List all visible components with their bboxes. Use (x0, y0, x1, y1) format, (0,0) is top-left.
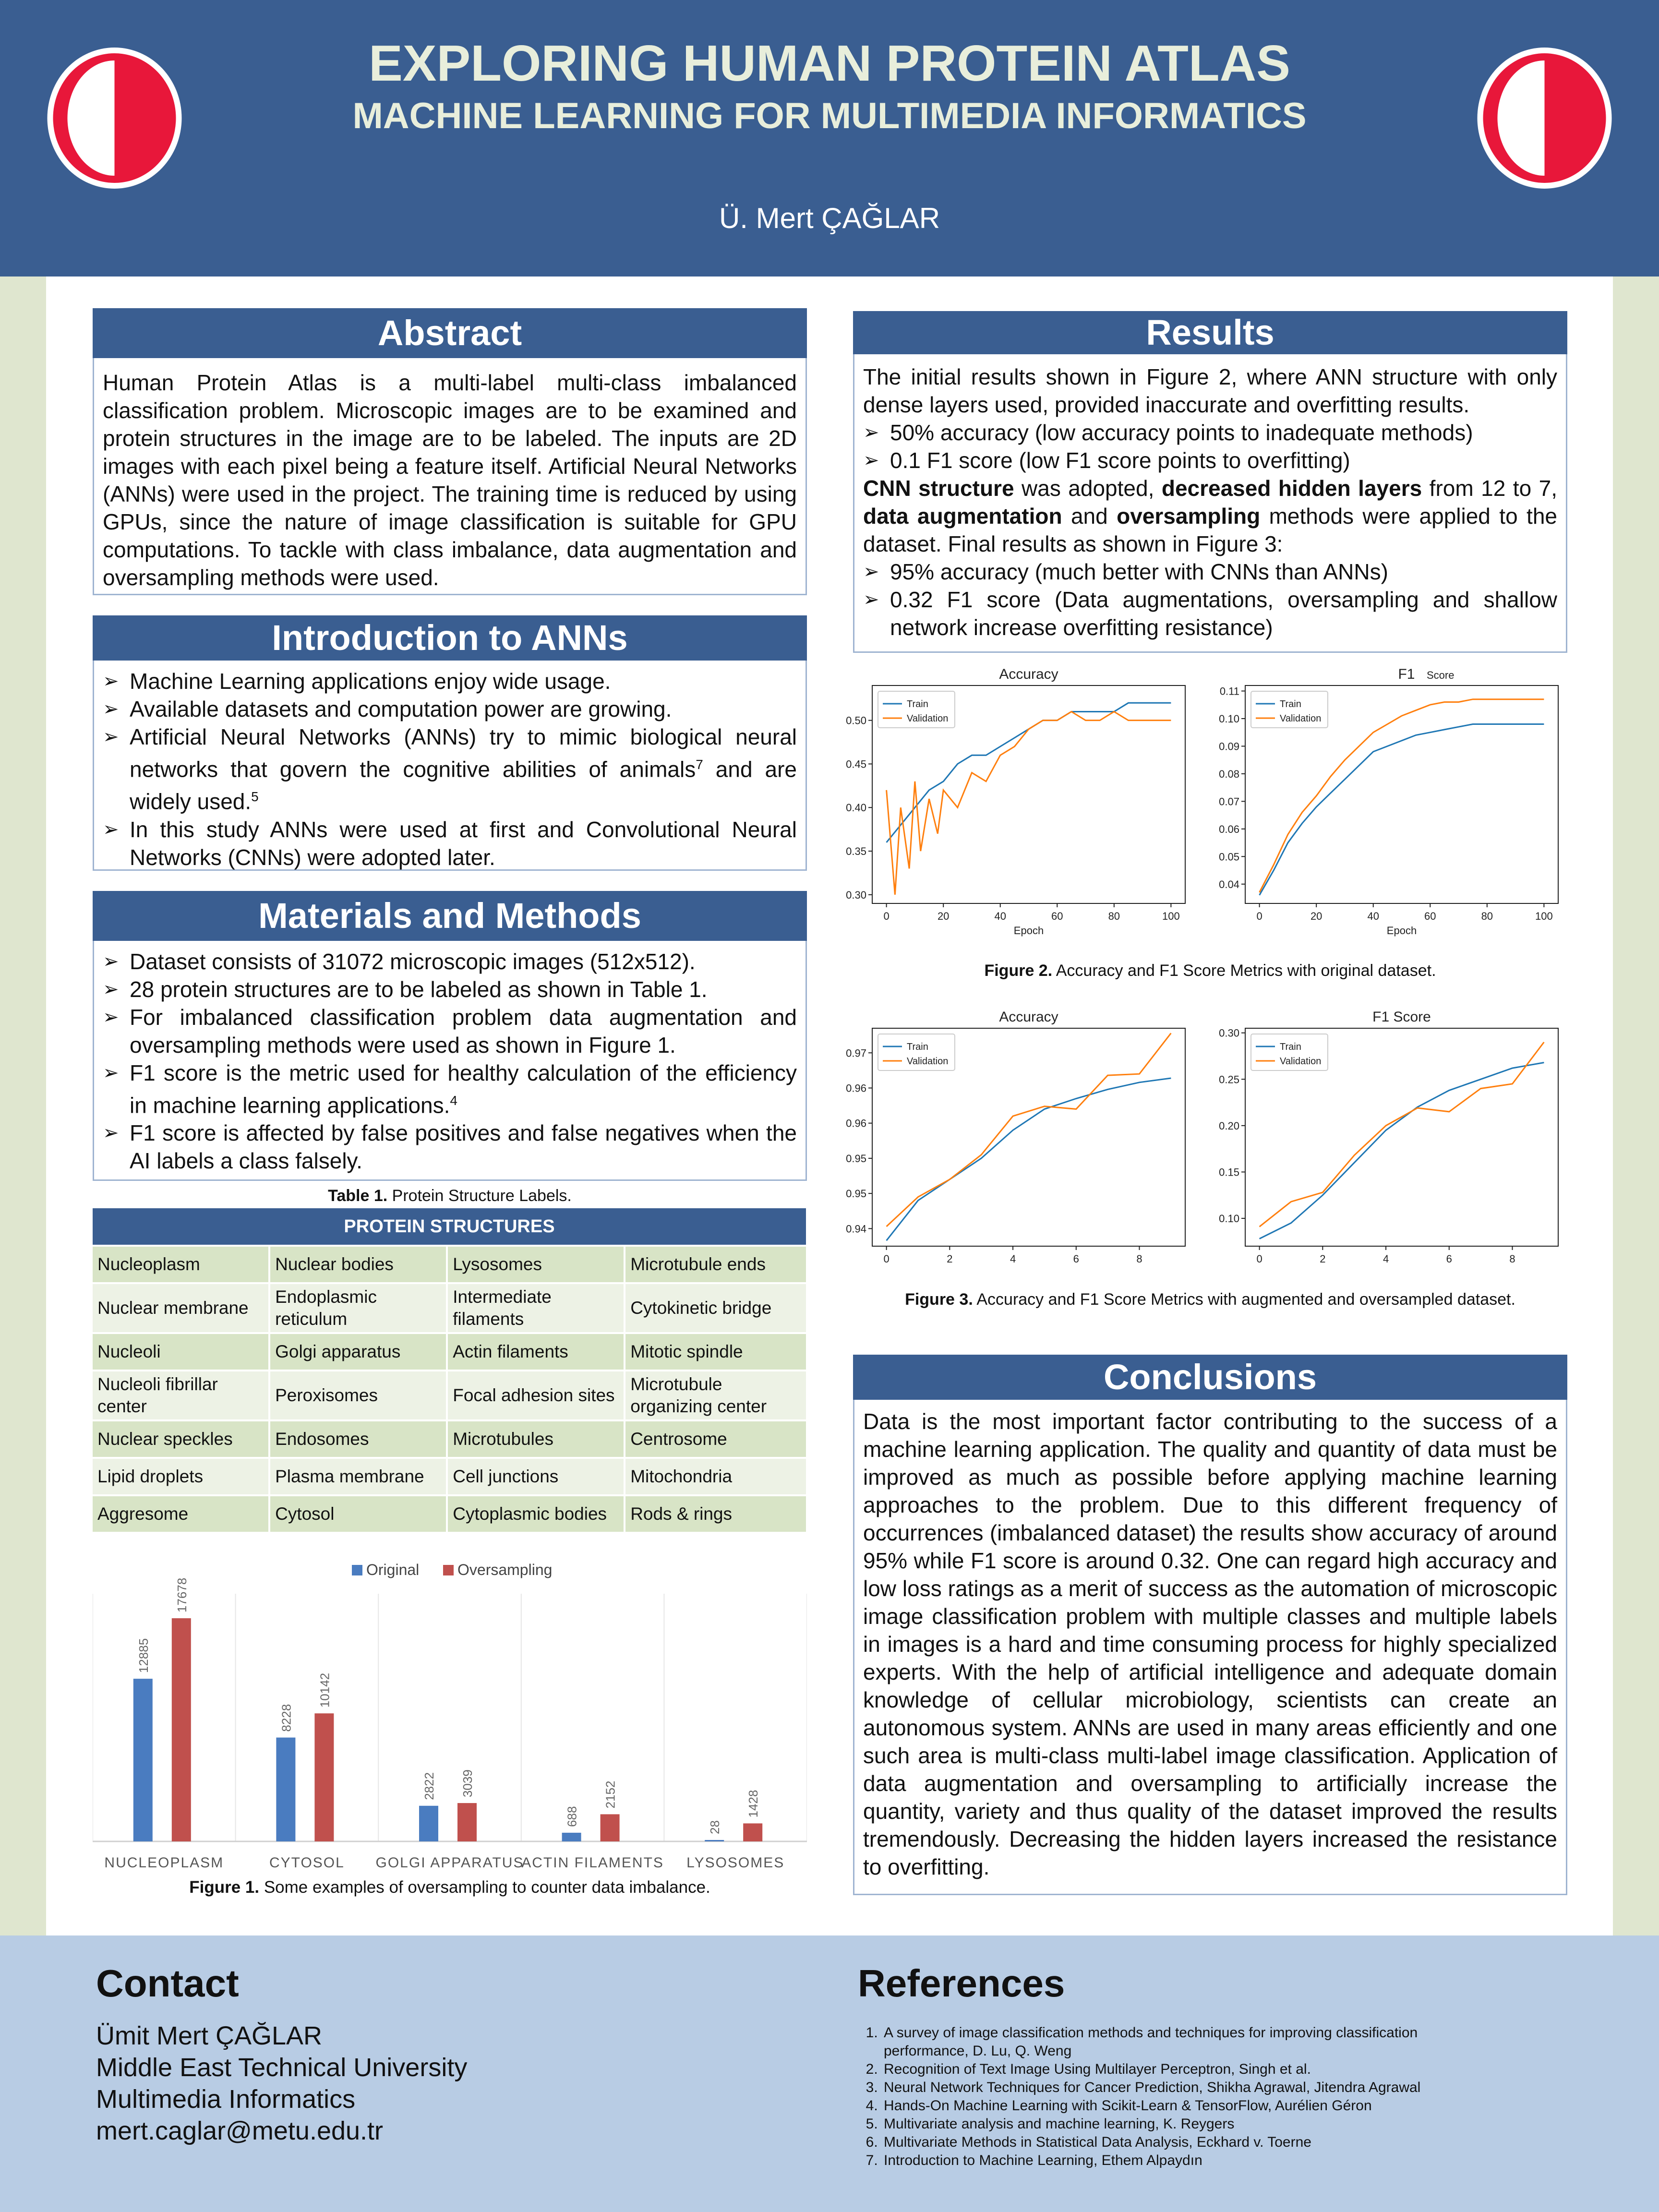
chart-title: F1 (1398, 666, 1415, 682)
intro-item: ➢ Artificial Neural Networks (ANNs) try to mimic biological neural networks that govern the cognitive abilities of animals$^7$ and are widely used.$^5$ (103, 723, 797, 816)
y-tick-label: 0.25 (1219, 1073, 1239, 1086)
poster-title: EXPLORING HUMAN PROTEIN ATLAS (369, 35, 1290, 92)
category-label: NUCLEOPLASM (104, 1855, 224, 1871)
data-label: 688 (565, 1806, 579, 1827)
bar (133, 1679, 153, 1841)
x-tick-label: 2 (1320, 1253, 1326, 1265)
legend-label: Train (1280, 1042, 1301, 1052)
category-label: GOLGI APPARATUS (375, 1855, 524, 1871)
data-label: 17678 (174, 1577, 189, 1613)
x-tick-label: 0 (883, 1253, 890, 1265)
results-p1: The initial results shown in Figure 2, where ANN structure with only dense layers used, provided inaccurate and overfitting results. (863, 364, 1557, 417)
conclusions-heading: Conclusions (853, 1355, 1567, 1400)
table-cell: Microtubules (448, 1421, 624, 1457)
bar (314, 1713, 334, 1841)
intro-item: ➢ Machine Learning applications enjoy wide usage. (103, 667, 797, 695)
y-tick-label: 0.05 (1219, 851, 1239, 863)
fig2-caption: Figure 2. Accuracy and F1 Score Metrics with original dataset. (984, 962, 1436, 980)
reference-item: 2. Recognition of Text Image Using Multilayer Perceptron, Singh et al. (882, 2060, 1482, 2079)
table-cell: Endoplasmic reticulum (270, 1284, 446, 1332)
intro-section (93, 615, 807, 871)
legend-label: Oversampling (457, 1561, 553, 1578)
fig2-accuracy-chart (833, 658, 1198, 955)
x-tick-label: 4 (1382, 1253, 1389, 1265)
fig2-f1-chart (1206, 658, 1571, 955)
table-cell: Cytoplasmic bodies (448, 1496, 624, 1532)
y-tick-label: 0.06 (1219, 823, 1239, 835)
data-label: 10142 (317, 1672, 332, 1708)
table-cell: Mitochondria (625, 1459, 806, 1494)
results-bullet: ➢ 50% accuracy (low accuracy points to inadequate methods) (863, 419, 1557, 446)
series-line (887, 1078, 1171, 1240)
legend-swatch (352, 1565, 362, 1575)
table-cell: Cytokinetic bridge (625, 1284, 806, 1332)
data-label: 8228 (279, 1704, 294, 1732)
x-tick-label: 8 (1136, 1253, 1142, 1265)
legend-label: Train (907, 1042, 928, 1052)
fig3-caption: Figure 3. Accuracy and F1 Score Metrics with augmented and oversampled dataset. (905, 1290, 1515, 1309)
bar (743, 1823, 762, 1841)
oversampling-bar-chart (93, 1555, 807, 1882)
table-cell: Centrosome (625, 1421, 806, 1457)
table-cell: Nucleoli (93, 1334, 268, 1370)
reference-item: 4. Hands-On Machine Learning with Scikit-Learn & TensorFlow, Aurélien Géron (882, 2097, 1482, 2115)
table-row (93, 1496, 806, 1532)
y-tick-label: 0.11 (1219, 685, 1239, 697)
table-row (93, 1247, 806, 1282)
x-tick-label: 100 (1535, 910, 1553, 922)
x-tick-label: 0 (1256, 1253, 1262, 1265)
table-row (93, 1334, 806, 1370)
references-heading: References (858, 1962, 1065, 2005)
results-bullet: ➢ 95% accuracy (much better with CNNs than ANNs) (863, 558, 1557, 586)
fig3-accuracy-chart (833, 1003, 1198, 1291)
contact-line: Multimedia Informatics (96, 2085, 356, 2114)
table-cell: Nucleoli fibrillar center (93, 1371, 268, 1419)
methods-heading: Materials and Methods (93, 891, 807, 941)
table-caption: Table 1. Protein Structure Labels. (328, 1187, 572, 1205)
table-cell: Focal adhesion sites (448, 1371, 624, 1419)
data-label: 1428 (746, 1790, 761, 1818)
y-tick-label: 0.15 (1219, 1166, 1239, 1178)
reference-item: 6. Multivariate Methods in Statistical Data Analysis, Eckhard v. Toerne (882, 2133, 1482, 2152)
results-heading: Results (853, 311, 1567, 354)
legend-label: Train (907, 699, 928, 709)
y-tick-label: 0.10 (1219, 712, 1239, 725)
bar (419, 1806, 438, 1841)
results-p2: CNN structure was adopted, decreased hidden layers from 12 to 7, data augmentation and oversampling methods were applied to the dataset. Final results as shown in Figure 3: (863, 476, 1558, 556)
series-line (887, 712, 1171, 895)
fig1-caption: Figure 1. Some examples of oversampling to counter data imbalance. (189, 1878, 710, 1897)
y-tick-label: 0.97 (846, 1047, 866, 1059)
table-cell: Mitotic spindle (625, 1334, 806, 1370)
bar (705, 1840, 724, 1841)
x-tick-label: 20 (937, 910, 950, 922)
table-cell: Nuclear bodies (270, 1247, 446, 1282)
table-cell: Cell junctions (448, 1459, 624, 1494)
data-label: 28 (708, 1820, 722, 1834)
chart-title: Accuracy (999, 666, 1058, 682)
table-cell: Endosomes (270, 1421, 446, 1457)
table-cell: Nuclear membrane (93, 1284, 268, 1332)
category-label: LYSOSOMES (686, 1855, 785, 1871)
legend-label: Validation (1280, 713, 1322, 724)
data-label: 3039 (460, 1769, 475, 1798)
table-cell: Golgi apparatus (270, 1334, 446, 1370)
x-tick-label: 4 (1010, 1253, 1016, 1265)
chart-subtitle: Score (1427, 669, 1455, 681)
legend-label: Validation (1280, 1056, 1322, 1067)
contact-block (96, 2020, 467, 2147)
results-bullet: ➢ 0.32 F1 score (Data augmentations, oversampling and shallow network increase overfitting resistance) (863, 586, 1557, 641)
contact-email[interactable]: mert.caglar@metu.edu.tr (96, 2116, 384, 2145)
fig3-f1-chart (1206, 1003, 1571, 1291)
category-label: CYTOSOL (269, 1855, 345, 1871)
x-axis-label: Epoch (1386, 925, 1417, 937)
protein-table-wrap (91, 1206, 808, 1534)
y-tick-label: 0.50 (846, 714, 866, 727)
bar (601, 1814, 620, 1841)
table-cell: Rods & rings (625, 1496, 806, 1532)
table-cell: Nuclear speckles (93, 1421, 268, 1457)
table-cell: Lipid droplets (93, 1459, 268, 1494)
x-tick-label: 6 (1073, 1253, 1079, 1265)
legend-swatch (443, 1565, 454, 1575)
legend-label: Train (1280, 699, 1301, 709)
contact-line: Ümit Mert ÇAĞLAR (96, 2021, 323, 2050)
y-tick-label: 0.95 (846, 1152, 866, 1165)
data-label: 2822 (422, 1772, 436, 1800)
y-tick-label: 0.94 (846, 1223, 866, 1235)
results-section (853, 311, 1567, 653)
results-bullet: ➢ 0.1 F1 score (low F1 score points to overfitting) (863, 446, 1557, 474)
table-row (93, 1459, 806, 1494)
y-tick-label: 0.20 (1219, 1119, 1239, 1132)
y-tick-label: 0.09 (1219, 740, 1239, 753)
table-cell: Intermediate filaments (448, 1284, 624, 1332)
conclusions-text: Data is the most important factor contributing to the success of a machine learning application. The quality and quantity of data must be improved as much as possible before applying machine learning approaches to the problem. Due to this different frequency of occurrences (imbalanced dataset) the results show accuracy of around 95% while F1 score is around 0.32. One can regard high accuracy and low loss ratings as a merit of success as the automation of microscopic image classification problem with multiple classes and multiple labels in images is a hard and time consuming process for highly specialized experts. With the help of artificial intelligence and adequate domain knowledge of cellular microbiology, scientists can create an autonomous system. ANNs are used in many areas efficiently and one such area is multi-class multi-label image classification. Application of data augmentation and oversampling to artificially increase the quantity, variety and thus quality of the dataset improved the results tremendously. Decreasing the hidden layers increased the resistance to overfitting. (853, 1400, 1567, 1895)
table-cell: Lysosomes (448, 1247, 624, 1282)
table-row (93, 1371, 806, 1419)
y-tick-label: 0.30 (1219, 1027, 1239, 1039)
x-tick-label: 20 (1310, 910, 1322, 922)
x-tick-label: 40 (994, 910, 1006, 922)
y-tick-label: 0.96 (846, 1117, 866, 1130)
x-tick-label: 100 (1162, 910, 1180, 922)
reference-item: 7. Introduction to Machine Learning, Ethem Alpaydın (882, 2152, 1482, 2170)
series-line (1260, 724, 1544, 895)
reference-item: 5. Multivariate analysis and machine learning, K. Reygers (882, 2115, 1482, 2133)
bar (172, 1618, 191, 1841)
legend-label: Original (366, 1561, 420, 1578)
table-cell: Aggresome (93, 1496, 268, 1532)
contact-heading: Contact (96, 1962, 239, 2005)
intro-heading: Introduction to ANNs (93, 615, 807, 661)
legend-label: Validation (907, 713, 949, 724)
references-list (858, 2024, 1482, 2170)
table-cell: Nucleoplasm (93, 1247, 268, 1282)
methods-item: ➢ F1 score is the metric used for healthy calculation of the efficiency in machine learning applications.$^4$ (103, 1059, 797, 1119)
table-cell: Microtubule organizing center (625, 1371, 806, 1419)
y-tick-label: 0.95 (846, 1188, 866, 1200)
bar (562, 1833, 581, 1841)
series-line (1260, 699, 1544, 892)
y-tick-label: 0.40 (846, 802, 866, 814)
bar (457, 1803, 477, 1841)
legend-label: Validation (907, 1056, 949, 1067)
x-tick-label: 6 (1446, 1253, 1452, 1265)
x-tick-label: 2 (947, 1253, 953, 1265)
table-cell: Plasma membrane (270, 1459, 446, 1494)
reference-item: 3. Neural Network Techniques for Cancer Prediction, Shikha Agrawal, Jitendra Agrawal (882, 2079, 1482, 2097)
x-tick-label: 60 (1051, 910, 1063, 922)
y-tick-label: 0.96 (846, 1082, 866, 1094)
x-tick-label: 0 (1256, 910, 1262, 922)
x-tick-label: 0 (883, 910, 890, 922)
x-tick-label: 60 (1424, 910, 1436, 922)
methods-item: ➢ Dataset consists of 31072 microscopic images (512x512). (103, 948, 797, 975)
intro-item: ➢ In this study ANNs were used at first and Convolutional Neural Networks (CNNs) were adopted later. (103, 816, 797, 871)
y-tick-label: 0.10 (1219, 1213, 1239, 1225)
table-row (93, 1421, 806, 1457)
series-line (1260, 1063, 1544, 1239)
methods-item: ➢ For imbalanced classification problem data augmentation and oversampling methods were used as shown in Figure 1. (103, 1003, 797, 1059)
bar (276, 1738, 295, 1841)
contact-line: Middle East Technical University (96, 2053, 468, 2082)
methods-section (93, 891, 807, 1181)
y-tick-label: 0.08 (1219, 768, 1239, 780)
methods-item: ➢ F1 score is affected by false positives and false negatives when the AI labels a class falsely. (103, 1119, 797, 1175)
x-tick-label: 80 (1108, 910, 1120, 922)
x-tick-label: 8 (1509, 1253, 1515, 1265)
table-cell: Microtubule ends (625, 1247, 806, 1282)
reference-item: 1. A survey of image classification methods and techniques for improving classification performance, D. Lu, Q. Weng (882, 2024, 1482, 2060)
intro-item: ➢ Available datasets and computation power are growing. (103, 695, 797, 723)
y-tick-label: 0.45 (846, 758, 866, 770)
y-tick-label: 0.04 (1219, 878, 1239, 890)
table-cell: Actin filaments (448, 1334, 624, 1370)
data-label: 2152 (603, 1780, 618, 1809)
chart-title: Accuracy (999, 1009, 1058, 1025)
category-label: ACTIN FILAMENTS (521, 1855, 664, 1871)
table-row (93, 1284, 806, 1332)
abstract-text: Human Protein Atlas is a multi-label multi-class imbalanced classification problem. Microscopic images are to be examined and protein structures in the image are to be labeled. The inputs are 2D images with each pixel being a feature itself. Artificial Neural Networks (ANNs) were used in the project. The training time is reduced by using GPUs, since the nature of image classification is suitable for GPU computations. To tackle with class imbalance, data augmentation and oversampling methods were used. (93, 358, 807, 595)
poster-author: Ü. Mert ÇAĞLAR (719, 202, 940, 234)
x-tick-label: 40 (1367, 910, 1379, 922)
table-cell: Peroxisomes (270, 1371, 446, 1419)
y-tick-label: 0.30 (846, 889, 866, 901)
y-tick-label: 0.35 (846, 845, 866, 858)
chart-title: F1 Score (1372, 1009, 1431, 1025)
poster-subtitle: MACHINE LEARNING FOR MULTIMEDIA INFORMATICS (352, 96, 1307, 136)
abstract-heading: Abstract (93, 308, 807, 358)
abstract-section (93, 308, 807, 595)
conclusions-section (853, 1355, 1567, 1895)
table-header: PROTEIN STRUCTURES (93, 1208, 806, 1245)
data-label: 12885 (136, 1638, 151, 1673)
y-tick-label: 0.07 (1219, 795, 1239, 808)
methods-item: ➢ 28 protein structures are to be labeled as shown in Table 1. (103, 975, 797, 1003)
x-tick-label: 80 (1481, 910, 1493, 922)
table-cell: Cytosol (270, 1496, 446, 1532)
protein-structures-table (91, 1206, 808, 1534)
x-axis-label: Epoch (1013, 925, 1044, 937)
